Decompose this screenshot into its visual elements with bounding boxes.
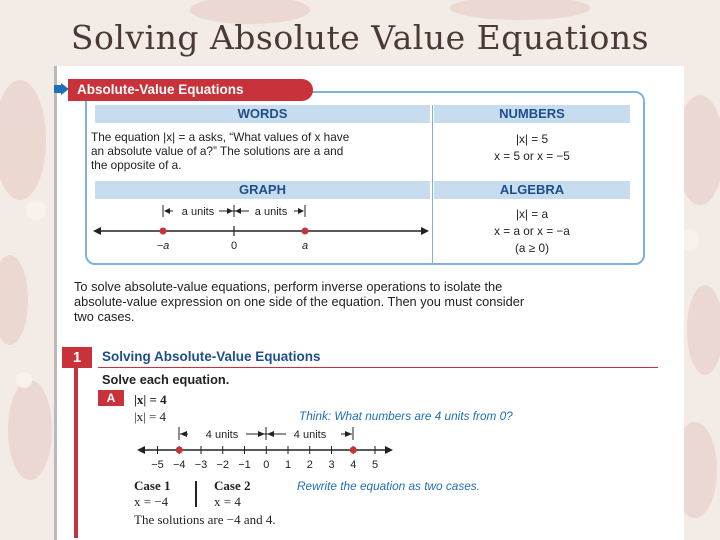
page-edge [54, 66, 57, 540]
numline-tick-label: 2 [306, 459, 313, 471]
intro-line: two cases. [74, 309, 135, 324]
graph-tick-label: −a [156, 240, 170, 252]
axis-arrow-right [421, 227, 429, 235]
words-cell [91, 130, 431, 172]
numline-tick-label: −2 [216, 459, 230, 471]
example-number: 1 [62, 347, 92, 368]
intro-line: To solve absolute-value equations, perform inverse operations to isolate the [74, 279, 503, 294]
numline-point [176, 447, 183, 454]
axis-arrow-left [137, 446, 145, 454]
numline-tick-label: 1 [284, 459, 292, 471]
slide-title: Solving Absolute Value Equations [70, 18, 650, 57]
numline-tick-label: −5 [151, 459, 164, 471]
case1-equation: x = −4 [134, 494, 169, 509]
conclusion: The solutions are −4 and 4. [134, 512, 276, 527]
numline-tick-label: 3 [328, 459, 335, 471]
header-graph: GRAPH [95, 181, 430, 199]
rewrite-note: Rewrite the equation as two cases. [297, 479, 480, 493]
algebra-line: (a ≥ 0) [514, 241, 549, 255]
table-divider [432, 105, 433, 265]
textbook-page [54, 66, 684, 540]
case2-equation: x = 4 [214, 494, 241, 509]
words-line: an absolute value of a?” The solutions are a and [91, 144, 344, 158]
equation-2: |x| = 4 [134, 409, 167, 424]
graph-label-right: a units [254, 206, 288, 218]
numline-tick-label: −4 [172, 459, 186, 471]
axis-arrow-right [385, 446, 393, 454]
dim-arrow [164, 208, 170, 214]
header-algebra: ALGEBRA [434, 181, 630, 199]
words-line: the opposite of a. [91, 158, 182, 172]
numline-tick-label: 5 [371, 459, 379, 471]
words-line: The equation |x| = a asks, “What values of x have [91, 130, 350, 144]
intro-line: absolute-value expression on one side of the equation. Then you must consider [74, 294, 525, 309]
example-rule [98, 367, 658, 368]
graph-label-left: a units [181, 206, 215, 218]
header-words: WORDS [95, 105, 430, 123]
equation-1: |x| = 4 [134, 392, 167, 407]
numline-tick-label: 0 [263, 459, 270, 471]
dim-arrow [227, 208, 233, 214]
axis-arrow-left [93, 227, 101, 235]
dim-arrow [235, 208, 241, 214]
dim-arrow [267, 431, 274, 437]
dim-arrow [298, 208, 304, 214]
example-title: Solving Absolute-Value Equations [102, 349, 321, 364]
numline-point [350, 447, 357, 454]
algebra-line: |x| = a [515, 207, 549, 221]
banner-title: Absolute-Value Equations [68, 79, 313, 101]
header-numbers: NUMBERS [434, 105, 630, 123]
point-a [302, 228, 309, 235]
point-neg-a [160, 228, 167, 235]
part-a-badge: A [98, 390, 124, 406]
graph-tick-label: 0 [230, 240, 238, 252]
dim-arrow [345, 431, 352, 437]
numbers-line: x = 5 or x = −5 [494, 149, 570, 163]
numbers-cell [434, 131, 630, 165]
numline-label-right: 4 units [293, 429, 327, 441]
numline-label-left: 4 units [205, 429, 239, 441]
algebra-line: x = a or x = −a [494, 224, 570, 238]
graph-number-line [91, 201, 431, 257]
graph-tick-label: a [301, 240, 309, 252]
example-instruction: Solve each equation. [102, 372, 230, 387]
summary-box [85, 91, 645, 265]
think-note: Think: What numbers are 4 units from 0? [299, 409, 513, 423]
example-side-bar [74, 368, 78, 538]
case1-label: Case 1 [134, 478, 171, 493]
example-number-line [136, 424, 396, 472]
dim-arrow [258, 431, 265, 437]
numline-tick-label: −3 [194, 459, 208, 471]
numline-tick-label: −1 [238, 459, 251, 471]
intro-paragraph [74, 279, 664, 324]
banner-arrow-icon [54, 83, 69, 95]
numbers-line: |x| = 5 [515, 132, 549, 146]
case-divider [195, 481, 197, 507]
numline-tick-label: 4 [350, 459, 357, 471]
case2-label: Case 2 [214, 478, 251, 493]
algebra-cell [434, 206, 630, 257]
